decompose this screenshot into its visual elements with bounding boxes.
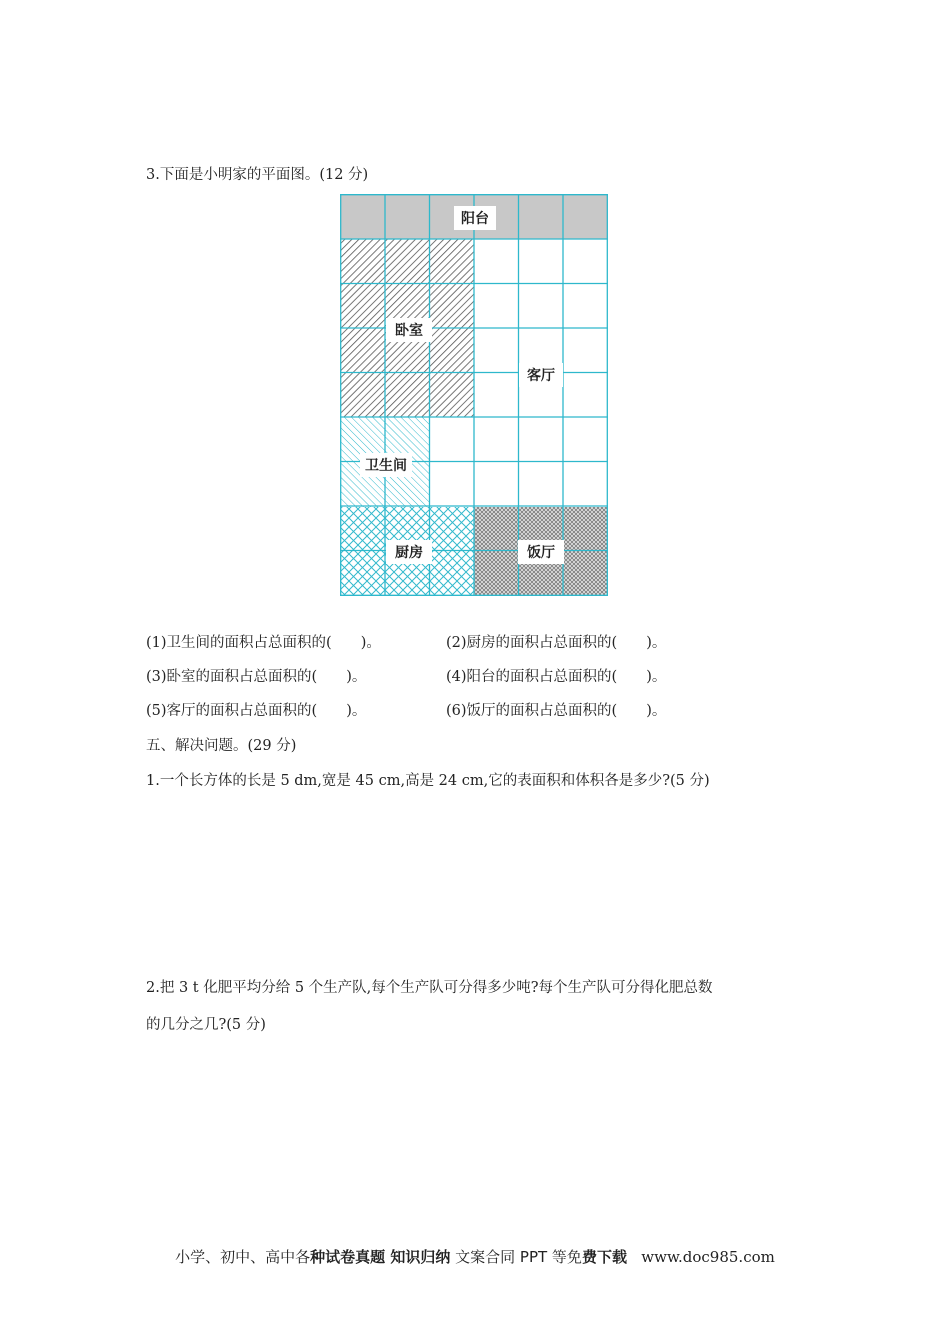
section5-title: 五、解决问题。(29 分) [146,738,297,754]
living-room-label: 客厅 [527,368,555,384]
bedroom-label: 卧室 [395,323,423,339]
problem-1: 1.一个长方体的长是 5 dm,宽是 45 cm,高是 24 cm,它的表面积和体积各是多少?(5 分) [146,773,710,789]
footer-text-2: 种试卷真题 知识归纳 [310,1248,451,1266]
item-6: (6)饭厅的面积占总面积的( )。 [446,703,667,719]
bathroom-label: 卫生间 [365,458,407,474]
footer-text-4: 费下载 [581,1248,627,1266]
footer-url[interactable]: www.doc985.com [641,1248,775,1266]
item-2: (2)厨房的面积占总面积的( )。 [446,635,667,651]
problem-2-line2: 的几分之几?(5 分) [146,1017,266,1033]
item-1: (1)卫生间的面积占总面积的( )。 [146,635,381,651]
dining-room-label: 饭厅 [527,545,555,561]
item-4: (4)阳台的面积占总面积的( )。 [446,669,667,685]
item-3: (3)卧室的面积占总面积的( )。 [146,669,367,685]
question3-title: 3.下面是小明家的平面图。(12 分) [146,167,369,183]
problem-2-line1: 2.把 3 t 化肥平均分给 5 个生产队,每个生产队可分得多少吨?每个生产队可分得化肥总数 [146,980,713,996]
item-5: (5)客厅的面积占总面积的( )。 [146,703,367,719]
kitchen-label: 厨房 [395,545,423,561]
floor-plan [340,194,609,597]
footer-text-1: 小学、初中、高中各 [175,1248,311,1266]
footer-text-3: 文案合同 PPT 等免 [450,1248,582,1266]
balcony-label: 阳台 [461,211,489,227]
footer [0,1246,950,1267]
